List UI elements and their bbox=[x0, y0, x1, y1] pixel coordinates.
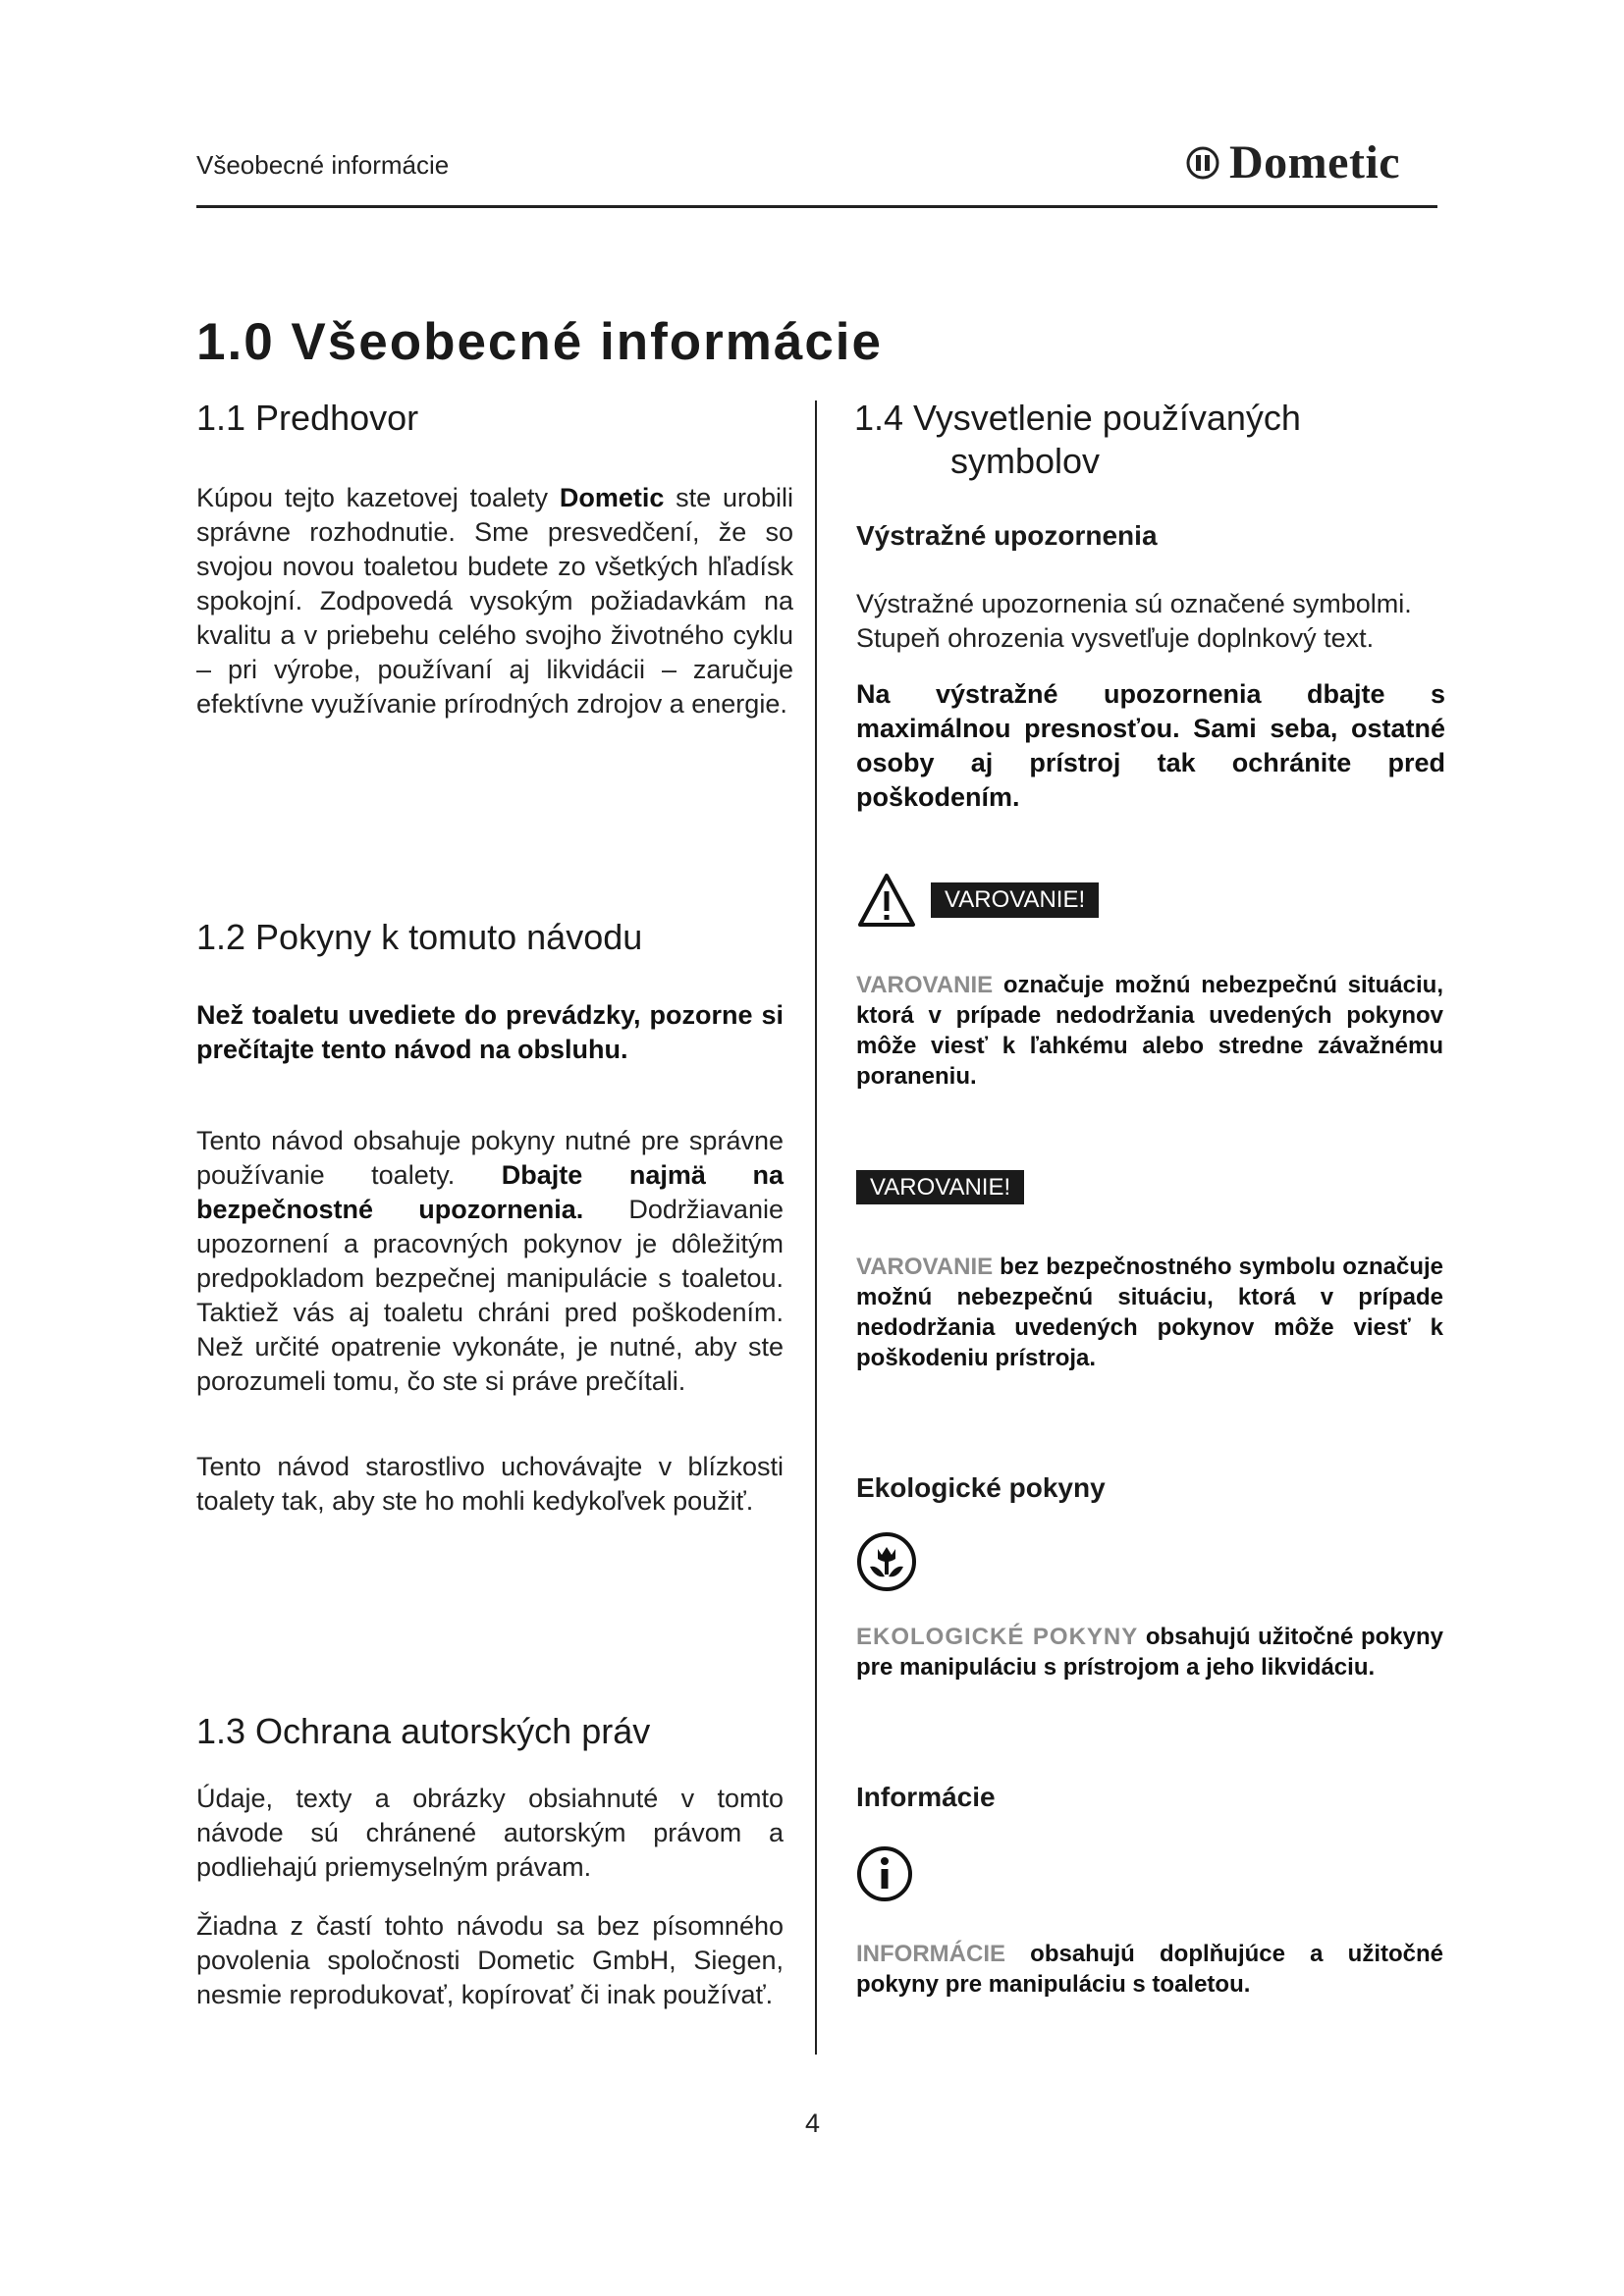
warning-2-keyword: VAROVANIE bbox=[856, 1254, 994, 1280]
section-heading-1-2: 1.2 Pokyny k tomuto návodu bbox=[196, 917, 643, 957]
preface-brand: Dometic bbox=[559, 483, 665, 512]
section-heading-1-4-line1: 1.4 Vysvetlenie používaných bbox=[854, 398, 1301, 438]
page-number: 4 bbox=[805, 2109, 821, 2138]
section-heading-1-3: 1.3 Ochrana autorských práv bbox=[196, 1711, 651, 1751]
info-subheading: Informácie bbox=[856, 1782, 996, 1812]
dometic-logo bbox=[1186, 135, 1400, 189]
dometic-logo-icon bbox=[1186, 146, 1219, 180]
warning-badge: VAROVANIE! bbox=[931, 882, 1099, 918]
warning-badge-2: VAROVANIE! bbox=[856, 1170, 1024, 1204]
warning-2-text: bez bezpečnostného symbolu označuje možnú nebezpečnú situáciu, ktorá v prípade nedodržania uvedených pokynov môže viesť k poškodeniu prístroja. bbox=[856, 1254, 1443, 1371]
info-icon bbox=[856, 1845, 913, 1902]
eco-text: obsahujú užitočné pokyny pre manipuláciu s prístrojom a jeho likvidáciu. bbox=[856, 1624, 1443, 1681]
manual-emphasis: Dbajte najmä na bezpečnostné upozornenia. bbox=[196, 1160, 784, 1224]
warning-triangle-icon bbox=[856, 872, 917, 929]
eco-subheading: Ekologické pokyny bbox=[856, 1472, 1106, 1503]
info-text: obsahujú doplňujúce a užitočné pokyny pre manipuláciu s toaletou. bbox=[856, 1941, 1443, 1998]
warning-text: označuje možnú nebezpečnú situáciu, ktorá v prípade nedodržania uvedených pokynov môže viesť k ľahkému alebo stredne závažnému poraneniu. bbox=[856, 972, 1443, 1090]
chapter-title: 1.0 Všeobecné informácie bbox=[196, 313, 884, 371]
manual-paragraph bbox=[196, 1124, 784, 1399]
brand-name: Dometic bbox=[1229, 136, 1401, 188]
manual-bold-intro: Než toaletu uvediete do prevádzky, pozorne si prečítajte tento návod na obsluhu. bbox=[196, 1000, 784, 1064]
warning-2-explanation bbox=[856, 1252, 1443, 1373]
section-heading-1-4 bbox=[854, 397, 1301, 483]
preface-text-a: Kúpou tejto kazetovej toalety bbox=[196, 483, 560, 512]
warnings-emphasis: Na výstražné upozornenia dbajte s maximálnou presnosťou. Sami seba, ostatné osoby aj prístroj tak ochránite pred poškodením. bbox=[856, 679, 1445, 812]
eco-flower-icon bbox=[856, 1531, 917, 1592]
copyright-paragraph-1: Údaje, texty a obrázky obsiahnuté v tomto návode sú chránené autorským právom a podliehajú priemyselným právam. bbox=[196, 1784, 784, 1882]
section-heading-1-4-line2: symbolov bbox=[950, 441, 1101, 481]
warnings-subheading: Výstražné upozornenia bbox=[856, 520, 1158, 551]
preface-text-b: ste urobili správne rozhodnutie. Sme presvedčení, že so svojou novou toaletou budete zo všetkých hľadísk spokojní. Zodpovedá vysokým požiadavkám na kvalitu a v priebehu celého svojho životného cyklu – pri výrobe, používaní aj likvidácii – zaručuje efektívne využívanie prírodných zdrojov a energie. bbox=[196, 483, 793, 719]
section-heading-1-1: 1.1 Predhovor bbox=[196, 398, 419, 438]
eco-explanation bbox=[856, 1622, 1443, 1682]
column-divider bbox=[815, 400, 817, 2055]
manual-text-b: Dodržiavanie upozornení a pracovných pokynov je dôležitým predpokladom bezpečnej manipulácie s toaletou. Taktiež vás aj toaletu chráni pred poškodením. Než určité opatrenie vykonáte, je nutné, aby ste porozumeli tomu, čo ste si práve prečítali. bbox=[196, 1195, 784, 1396]
warning-badge-2-wrap bbox=[856, 1174, 1024, 1201]
warning-explanation bbox=[856, 970, 1443, 1092]
info-explanation bbox=[856, 1939, 1443, 2000]
copyright-paragraph-2: Žiadna z častí tohto návodu sa bez písomného povolenia spoločnosti Dometic GmbH, Siegen, nesmie reprodukovať, kopírovať či inak používať. bbox=[196, 1911, 784, 2009]
warning-keyword: VAROVANIE bbox=[856, 972, 994, 998]
header-divider bbox=[196, 205, 1437, 208]
manual-text-a: Tento návod obsahuje pokyny nutné pre správne používanie toalety. bbox=[196, 1126, 784, 1190]
info-keyword: INFORMÁCIE bbox=[856, 1941, 1005, 1967]
warning-symbol-group bbox=[856, 872, 1099, 929]
eco-keyword: EKOLOGICKÉ POKYNY bbox=[856, 1624, 1139, 1650]
preface-paragraph bbox=[196, 481, 793, 721]
warnings-paragraph: Výstražné upozornenia sú označené symbolmi. Stupeň ohrozenia vysvetľuje doplnkový text. bbox=[856, 589, 1412, 653]
manual-storage-paragraph: Tento návod starostlivo uchovávajte v blízkosti toalety tak, aby ste ho mohli kedykoľvek použiť. bbox=[196, 1452, 784, 1516]
running-header: Všeobecné informácie bbox=[196, 150, 450, 180]
